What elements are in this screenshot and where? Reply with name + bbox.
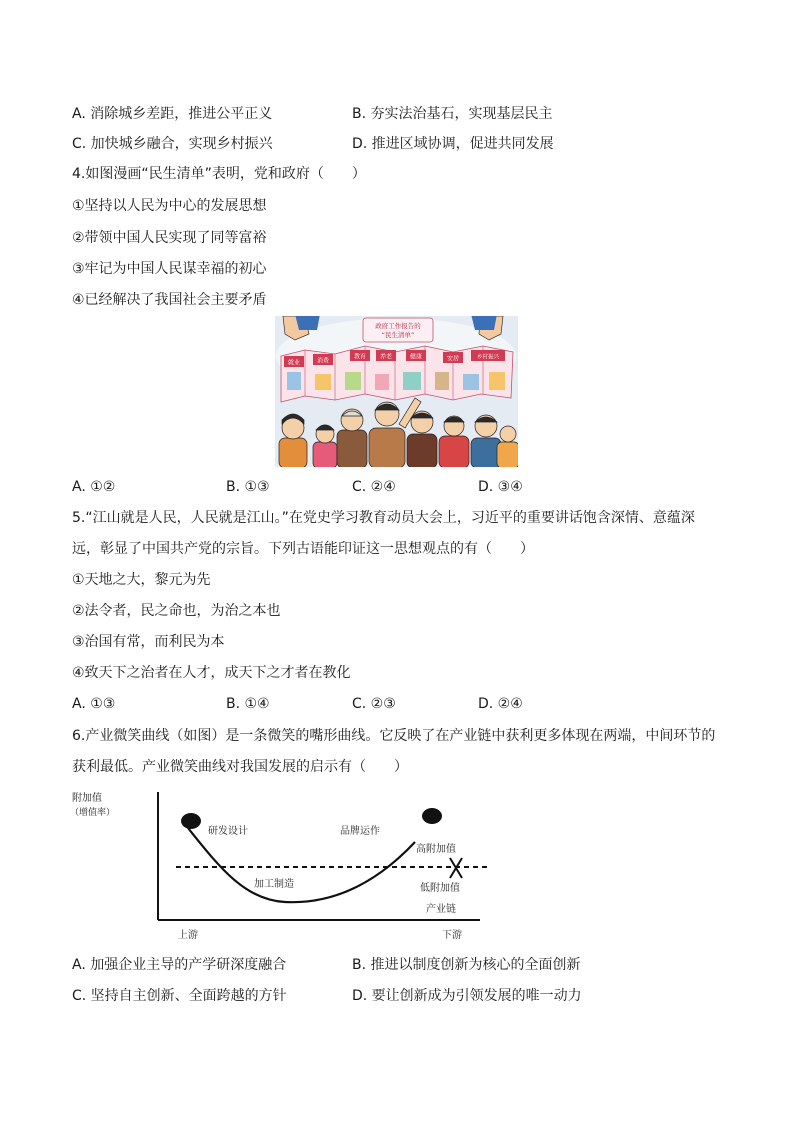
smile-curve-diagram <box>70 788 510 943</box>
q4-item-3: ③牢记为中国人民谋幸福的初心 <box>72 261 267 277</box>
q4-option-b: B. ①③ <box>226 479 270 495</box>
q6-stem-line-1: 6.产业微笑曲线（如图）是一条微笑的嘴形曲线。它反映了在产业链中获利更多体现在两端，中间环节的 <box>72 728 716 744</box>
q6-option-a: A. 加强企业主导的产学研深度融合 <box>72 957 287 973</box>
q3-option-d: D. 推进区域协调，促进共同发展 <box>352 136 554 152</box>
q5-option-a: A. ①③ <box>72 696 116 712</box>
cartoon-tab-1: 就业 <box>287 359 301 367</box>
q5-item-4: ④致天下之治者在人才，成天下之才者在教化 <box>72 665 351 681</box>
q4-item-2: ②带领中国人民实现了同等富裕 <box>72 230 267 246</box>
cartoon-illustration <box>275 316 518 467</box>
smile-label-chain: 产业链 <box>426 904 456 915</box>
q4-option-c: C. ②④ <box>352 479 396 495</box>
q5-option-c: C. ②③ <box>352 696 396 712</box>
q4-option-d: D. ③④ <box>478 479 523 495</box>
q6-option-d: D. 要让创新成为引领发展的唯一动力 <box>352 988 582 1004</box>
cartoon-title-2: “民生清单” <box>381 331 415 339</box>
smile-curve <box>188 828 415 902</box>
smile-label-brand: 品牌运作 <box>340 826 380 837</box>
q6-option-c: C. 坚持自主创新、全面跨越的方针 <box>72 988 287 1004</box>
q5-item-1: ①天地之大，黎元为先 <box>72 572 211 588</box>
smile-label-rd: 研发设计 <box>208 826 248 837</box>
q4-stem: 4.如图漫画“民生清单”表明，党和政府（ ） <box>72 166 366 182</box>
q5-option-b: B. ①④ <box>226 696 270 712</box>
smile-label-high: 高附加值 <box>416 844 456 855</box>
q3-option-b: B. 夯实法治基石，实现基层民主 <box>352 106 553 122</box>
q4-option-a: A. ①② <box>72 479 116 495</box>
cartoon-tab-5: 健康 <box>409 353 423 361</box>
smile-label-upstream: 上游 <box>178 930 198 941</box>
q5-stem-line-2: 远，彰显了中国共产党的宗旨。下列古语能印证这一思想观点的有（ ） <box>72 541 534 557</box>
q6-stem-line-2: 获利最低。产业微笑曲线对我国发展的启示有（ ） <box>72 759 408 775</box>
q6-option-b: B. 推进以制度创新为核心的全面创新 <box>352 957 581 973</box>
q5-stem-line-1: 5.“江山就是人民，人民就是江山。”在党史学习教育动员大会上，习近平的重要讲话饱含深情、意蕴深 <box>72 510 695 526</box>
q4-item-4: ④已经解决了我国社会主要矛盾 <box>72 292 267 308</box>
cartoon-tab-4: 养老 <box>379 353 393 361</box>
smile-label-manufacturing: 加工制造 <box>254 879 294 890</box>
q5-item-2: ②法令者，民之命也，为治之本也 <box>72 603 281 619</box>
q5-item-3: ③治国有常，而利民为本 <box>72 634 225 650</box>
cartoon-title-1: 政府工作报告的 <box>375 322 421 330</box>
q5-option-d: D. ②④ <box>478 696 523 712</box>
smile-left-dot <box>181 813 201 829</box>
cartoon-tab-3: 教育 <box>353 353 367 361</box>
smile-curve-svg <box>70 788 510 943</box>
smile-ylabel-2: （增值率） <box>70 808 116 818</box>
q4-item-1: ①坚持以人民为中心的发展思想 <box>72 198 267 214</box>
cartoon-tab-7: 乡村振兴 <box>476 354 500 361</box>
smile-label-downstream: 下游 <box>442 930 462 941</box>
smile-ylabel-1: 附加值 <box>72 793 102 804</box>
livelihood-list-cartoon <box>275 316 518 467</box>
q3-option-c: C. 加快城乡融合，实现乡村振兴 <box>72 136 273 152</box>
smile-right-dot <box>422 808 442 824</box>
q3-option-a: A. 消除城乡差距，推进公平正义 <box>72 106 273 122</box>
cartoon-tab-6: 安居 <box>446 355 460 363</box>
cartoon-tab-2: 消费 <box>316 357 330 365</box>
smile-label-low: 低附加值 <box>420 883 460 894</box>
